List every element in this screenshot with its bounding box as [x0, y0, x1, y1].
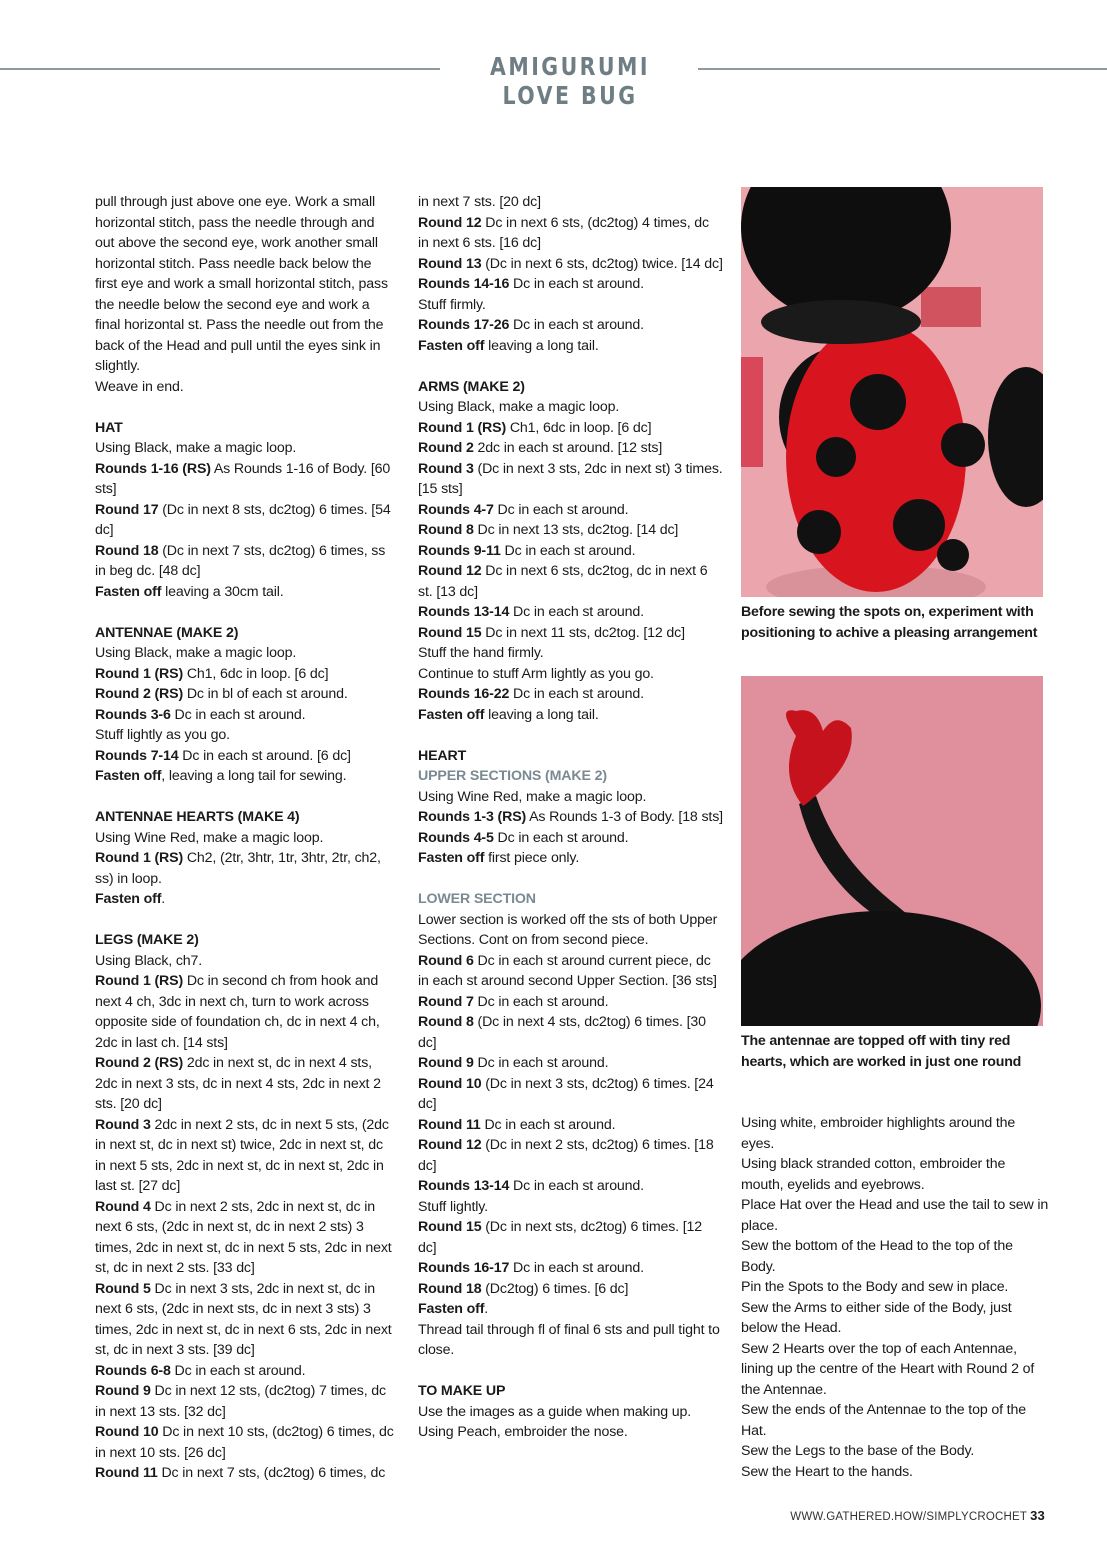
- page-number: 33: [1030, 1508, 1045, 1523]
- instruction-line: [741, 1298, 1051, 1339]
- instruction-text: (Dc2tog) 6 times. [6 dc]: [481, 1280, 629, 1297]
- instruction-text: Dc in each st around.: [493, 829, 629, 846]
- round-label: Round 12: [418, 214, 482, 231]
- photo-caption-1: Before sewing the spots on, experiment with positioning to achive a pleasing arrangement: [741, 604, 1038, 641]
- instruction-text: Dc in each st around.: [509, 276, 644, 292]
- instruction-line: [741, 1462, 1051, 1483]
- round-label: Round 3: [418, 460, 474, 477]
- instruction-text: (Dc in next 7 sts, dc2tog) 6 times, ss in beg dc. [48 dc]: [95, 542, 386, 579]
- section-heading: ARMS (MAKE 2): [418, 378, 525, 395]
- instruction-text: Dc in next 12 sts, (dc2tog) 7 times, dc in next 13 sts. [32 dc]: [95, 1383, 386, 1420]
- instruction-line: [95, 500, 395, 541]
- instruction-text: Use the images as a guide when making up.: [418, 1403, 692, 1420]
- section-heading: ANTENNAE (MAKE 2): [95, 624, 239, 641]
- round-label: Round 10: [95, 1424, 159, 1440]
- instruction-line: [418, 951, 723, 992]
- instruction-line: [95, 705, 395, 726]
- instruction-text: Dc in next 6 sts, (dc2tog) 4 times, dc in next 6 sts. [16 dc]: [418, 214, 709, 251]
- subsection-heading: LOWER SECTION: [418, 891, 536, 907]
- instruction-line: [418, 192, 723, 213]
- round-label: Round 6: [418, 952, 474, 969]
- instruction-line: [418, 664, 723, 685]
- paragraph-gap: [418, 725, 723, 746]
- round-label: Round 11: [95, 1465, 158, 1481]
- instruction-text: Dc in each st around.: [170, 706, 306, 723]
- text-column-1: [95, 192, 395, 1484]
- round-label: Fasten off: [418, 337, 485, 354]
- instruction-text: Sew the Legs to the base of the Body.: [741, 1443, 975, 1459]
- instruction-text: Dc in next 11 sts, dc2tog. [12 dc]: [481, 624, 685, 641]
- round-label: Fasten off: [418, 1301, 485, 1317]
- instruction-text: Dc in bl of each st around.: [183, 686, 348, 702]
- instruction-line: [418, 561, 723, 602]
- instruction-line: [418, 315, 723, 336]
- instruction-line: [418, 1402, 723, 1423]
- instruction-text: Dc in next 3 sts, 2dc in next st, dc in next 6 sts, (2dc in next sts, dc in next 3 sts) 3 times, 2dc in next st, dc in next 6 sts, 2dc in next st, dc in next 3 sts. [39 dc]: [95, 1280, 392, 1358]
- instruction-text: Dc in each st around.: [473, 1055, 609, 1071]
- instruction-line: [418, 1258, 723, 1279]
- round-label: Round 1 (RS): [95, 665, 184, 682]
- instruction-line: [418, 828, 723, 849]
- instruction-text: Stuff the hand firmly.: [418, 645, 544, 661]
- instruction-text: Dc in each st around. [6 dc]: [178, 747, 351, 764]
- instruction-line: [95, 1115, 395, 1197]
- page-footer: [790, 1508, 1045, 1523]
- round-label: Round 9: [95, 1383, 151, 1399]
- round-label: Rounds 4-7: [418, 501, 494, 518]
- instruction-line: [418, 848, 723, 869]
- round-label: Round 13: [418, 255, 482, 272]
- subsection-heading: UPPER SECTIONS (MAKE 2): [418, 768, 607, 784]
- paragraph-gap: [95, 602, 395, 623]
- instruction-line: [95, 541, 395, 582]
- instruction-line: [95, 1422, 395, 1463]
- instruction-text: leaving a 30cm tail.: [161, 583, 284, 600]
- instruction-text: 2dc in each st around. [12 sts]: [473, 440, 663, 456]
- instruction-text: Place Hat over the Head and use the tail to sew in place.: [741, 1197, 1049, 1234]
- instruction-text: Stuff firmly.: [418, 296, 486, 313]
- round-label: Rounds 4-5: [418, 829, 494, 846]
- instruction-line: [418, 1115, 723, 1136]
- instruction-text: Dc in second ch from hook and next 4 ch, 3dc in next ch, turn to work across opposite side of foundation ch, dc in next 4 ch, 2dc in last ch. [14 sts]: [95, 973, 380, 1051]
- instruction-text: leaving a long tail.: [484, 337, 599, 354]
- paragraph-gap: [418, 356, 723, 377]
- instruction-line: [95, 1053, 395, 1115]
- header-rule-right: [698, 68, 1107, 70]
- round-label: Round 15: [418, 1219, 482, 1235]
- round-label: Fasten off: [95, 768, 162, 784]
- instruction-line: [418, 1135, 723, 1176]
- instruction-line: [95, 684, 395, 705]
- round-label: Round 17: [95, 501, 159, 518]
- instruction-text: Dc in each st around.: [509, 686, 644, 702]
- instruction-line: [418, 213, 723, 254]
- page-title: AMIGURUMI LOVE BUG: [490, 52, 650, 110]
- round-label: Rounds 16-17: [418, 1260, 510, 1276]
- round-label: Rounds 1-3 (RS): [418, 809, 527, 825]
- instruction-line: [418, 684, 723, 705]
- instruction-text: Dc in each st around.: [509, 317, 644, 333]
- instruction-line: [741, 1277, 1051, 1298]
- instruction-line: [418, 1176, 723, 1197]
- paragraph-gap: [95, 397, 395, 418]
- instruction-line: [418, 1012, 723, 1053]
- instruction-text: (Dc in next 2 sts, dc2tog) 6 times. [18 dc]: [418, 1137, 714, 1174]
- photo-caption-2: The antennae are topped off with tiny red hearts, which are worked in just one round: [741, 1033, 1022, 1070]
- instruction-line: [95, 1361, 395, 1382]
- instruction-text: .: [484, 1301, 489, 1317]
- instruction-text: Using white, embroider highlights around the eyes.: [741, 1115, 1016, 1152]
- instruction-text: Using Black, make a magic loop.: [418, 399, 620, 415]
- instruction-text: Ch1, 6dc in loop. [6 dc]: [183, 665, 329, 682]
- instruction-line: [418, 1320, 723, 1361]
- instruction-line: [741, 1339, 1051, 1401]
- instruction-text: Dc in each st around.: [509, 1260, 644, 1276]
- instruction-text: Dc in next 13 sts, dc2tog. [14 dc]: [473, 522, 679, 538]
- round-label: Rounds 1-16 (RS): [95, 460, 211, 477]
- instruction-line: [418, 1217, 723, 1258]
- section-heading: HEART: [418, 747, 467, 764]
- round-label: Round 2 (RS): [95, 686, 184, 702]
- instruction-text: in next 7 sts. [20 dc]: [418, 194, 541, 210]
- instruction-line: [95, 725, 395, 746]
- instruction-text: Sew the Heart to the hands.: [741, 1463, 913, 1480]
- instruction-line: [418, 992, 723, 1013]
- instruction-line: [418, 500, 723, 521]
- instruction-text: Sew the bottom of the Head to the top of the Body.: [741, 1238, 1013, 1275]
- round-label: Round 12: [418, 563, 482, 579]
- instruction-line: [418, 274, 723, 295]
- section-heading: TO MAKE UP: [418, 1383, 506, 1399]
- instruction-text: Dc in next 2 sts, 2dc in next st, dc in next 6 sts, (2dc in next st, dc in next 2 sts) 3 times, 2dc in next st, dc in next 5 sts, 2dc in next st, dc in next 2 sts. [33 dc]: [95, 1198, 392, 1276]
- instruction-text: Using Black, make a magic loop.: [95, 645, 297, 661]
- instruction-text: (Dc in next 8 sts, dc2tog) 6 times. [54 dc]: [95, 501, 391, 538]
- instruction-text: first piece only.: [484, 850, 580, 866]
- instruction-line: [95, 951, 395, 972]
- footer-url: WWW.GATHERED.HOW/SIMPLYCROCHET: [790, 1511, 1028, 1523]
- round-label: Fasten off: [418, 850, 485, 866]
- instruction-text: Using Black, make a magic loop.: [95, 440, 297, 456]
- paragraph-gap: [418, 869, 723, 890]
- instruction-line: [418, 807, 723, 828]
- instruction-line: [418, 336, 723, 357]
- instruction-text: 2dc in next st, dc in next 4 sts, 2dc in next 3 sts, dc in next 4 sts, 2dc in next 2 sts. [20 dc]: [95, 1055, 381, 1112]
- instruction-line: [418, 1074, 723, 1115]
- instruction-text: Ch2, (2tr, 3htr, 1tr, 3htr, 2tr, ch2, ss) in loop.: [95, 850, 381, 887]
- instruction-line: [95, 1381, 395, 1422]
- instruction-text: Dc in next 7 sts, (dc2tog) 6 times, dc: [157, 1465, 386, 1481]
- round-label: Round 12: [418, 1137, 482, 1153]
- section-heading: LEGS (MAKE 2): [95, 932, 199, 948]
- instruction-line: [418, 1197, 723, 1218]
- instruction-text: (Dc in next 3 sts, 2dc in next st) 3 times. [15 sts]: [418, 460, 723, 497]
- round-label: Rounds 16-22: [418, 686, 510, 702]
- instruction-text: (Dc in next 4 sts, dc2tog) 6 times. [30 dc]: [418, 1014, 706, 1051]
- instruction-line: [418, 1053, 723, 1074]
- text-column-3: [741, 1113, 1051, 1482]
- instruction-text: Dc in next 10 sts, (dc2tog) 6 times, dc in next 10 sts. [26 dc]: [95, 1424, 394, 1461]
- round-label: Round 1 (RS): [95, 973, 184, 989]
- round-label: Rounds 6-8: [95, 1362, 171, 1379]
- antenna-heart-photo: [741, 676, 1043, 1026]
- instruction-line: [418, 1422, 723, 1443]
- round-label: Round 8: [418, 522, 474, 538]
- instruction-line: [95, 377, 395, 398]
- instruction-line: [95, 746, 395, 767]
- round-label: Rounds 9-11: [418, 542, 501, 559]
- instruction-text: Sew 2 Hearts over the top of each Antennae, lining up the centre of the Heart with Round 2 of the Antennae.: [741, 1340, 1035, 1398]
- instruction-text: Pin the Spots to the Body and sew in place.: [741, 1279, 1009, 1295]
- header-rule-left: [0, 68, 440, 70]
- round-label: Round 4: [95, 1198, 151, 1215]
- instruction-text: leaving a long tail.: [484, 706, 599, 723]
- instruction-line: [418, 602, 723, 623]
- round-label: Round 2: [418, 440, 474, 456]
- instruction-line: [741, 1195, 1051, 1236]
- instruction-line: [95, 643, 395, 664]
- instruction-line: [741, 1236, 1051, 1277]
- instruction-line: [418, 254, 723, 275]
- instruction-line: [418, 295, 723, 316]
- instruction-text: As Rounds 1-16 of Body. [60 sts]: [95, 460, 391, 497]
- instruction-text: .: [161, 891, 166, 907]
- instruction-line: [418, 438, 723, 459]
- instruction-line: [418, 1299, 723, 1320]
- text-column-2: [418, 192, 723, 1443]
- instruction-line: [418, 643, 723, 664]
- instruction-text: Dc in each st around.: [473, 993, 609, 1010]
- instruction-line: [741, 1113, 1051, 1154]
- instruction-line: [95, 1279, 395, 1361]
- round-label: Rounds 17-26: [418, 317, 510, 333]
- round-label: Rounds 3-6: [95, 706, 171, 723]
- instruction-line: [418, 705, 723, 726]
- instruction-text: Dc in each st around.: [509, 1178, 644, 1194]
- instruction-text: Ch1, 6dc in loop. [6 dc]: [506, 419, 652, 436]
- instruction-text: Continue to stuff Arm lightly as you go.: [418, 665, 654, 682]
- instruction-line: [95, 766, 395, 787]
- instruction-text: Dc in next 6 sts, dc2tog, dc in next 6 st. [13 dc]: [418, 563, 708, 600]
- section-heading: HAT: [95, 419, 123, 436]
- round-label: Round 18: [95, 542, 159, 559]
- instruction-line: [95, 971, 395, 1053]
- instruction-text: pull through just above one eye. Work a small horizontal stitch, pass the needle through and out above the second eye, work another small horizontal stitch. Pass needle back below the first eye and work a small horizontal stitch, pass the needle below the second eye and work a final horizontal st. Pass the needle out from the back of the Head and pull until the eyes sink in slightly.: [95, 194, 388, 374]
- instruction-line: [95, 438, 395, 459]
- instruction-text: As Rounds 1-3 of Body. [18 sts]: [526, 809, 723, 825]
- instruction-text: Dc in each st around.: [170, 1362, 306, 1379]
- instruction-text: Using Peach, embroider the nose.: [418, 1424, 628, 1440]
- round-label: Round 9: [418, 1055, 474, 1071]
- instruction-line: [741, 1154, 1051, 1195]
- paragraph-gap: [95, 787, 395, 808]
- ladybug-body-photo: [741, 187, 1043, 597]
- instruction-line: [418, 910, 723, 951]
- instruction-line: [95, 1463, 395, 1484]
- round-label: Fasten off: [95, 583, 162, 600]
- instruction-line: [418, 418, 723, 439]
- round-label: Round 15: [418, 624, 482, 641]
- instruction-line: [418, 541, 723, 562]
- instruction-line: [95, 889, 395, 910]
- instruction-line: [95, 848, 395, 889]
- round-label: Round 7: [418, 993, 474, 1010]
- instruction-line: [418, 459, 723, 500]
- round-label: Rounds 14-16: [418, 276, 510, 292]
- round-label: Round 2 (RS): [95, 1055, 184, 1071]
- instruction-text: Dc in each st around.: [509, 604, 644, 620]
- round-label: Round 11: [418, 1116, 481, 1133]
- round-label: Rounds 13-14: [418, 604, 510, 620]
- round-label: Round 18: [418, 1280, 482, 1297]
- instruction-text: 2dc in next 2 sts, dc in next 5 sts, (2dc in next st, dc in next st) twice, 2dc in next st, dc in next 5 sts, 2dc in next st, dc in next st, 2dc in last st. [27 dc]: [95, 1116, 389, 1194]
- instruction-line: [741, 1441, 1051, 1462]
- round-label: Rounds 7-14: [95, 747, 179, 764]
- round-label: Round 1 (RS): [418, 419, 507, 436]
- instruction-text: Thread tail through fl of final 6 sts and pull tight to close.: [418, 1321, 720, 1358]
- instruction-text: Stuff lightly as you go.: [95, 727, 230, 743]
- paragraph-gap: [95, 910, 395, 931]
- instruction-line: [418, 397, 723, 418]
- instruction-text: Using Wine Red, make a magic loop.: [95, 829, 324, 846]
- instruction-text: Dc in each st around current piece, dc in each st around second Upper Section. [36 sts]: [418, 952, 717, 989]
- instruction-text: Using Wine Red, make a magic loop.: [418, 788, 647, 805]
- round-label: Rounds 13-14: [418, 1178, 510, 1194]
- instruction-line: [418, 1279, 723, 1300]
- instruction-text: Using Black, ch7.: [95, 952, 203, 969]
- instruction-text: Lower section is worked off the sts of both Upper Sections. Cont on from second piece.: [418, 911, 718, 948]
- instruction-line: [418, 623, 723, 644]
- instruction-text: Dc in each st around.: [480, 1116, 616, 1133]
- instruction-line: [95, 459, 395, 500]
- instruction-line: [95, 192, 395, 377]
- instruction-text: , leaving a long tail for sewing.: [161, 768, 347, 784]
- instruction-line: [418, 520, 723, 541]
- instruction-text: Sew the ends of the Antennae to the top of the Hat.: [741, 1402, 1026, 1439]
- round-label: Round 5: [95, 1280, 151, 1297]
- instruction-text: (Dc in next 3 sts, dc2tog) 6 times. [24 dc]: [418, 1075, 714, 1112]
- instruction-line: [95, 664, 395, 685]
- section-heading: ANTENNAE HEARTS (MAKE 4): [95, 809, 300, 825]
- round-label: Fasten off: [95, 891, 162, 907]
- paragraph-gap: [418, 1361, 723, 1382]
- instruction-line: [95, 582, 395, 603]
- round-label: Round 8: [418, 1014, 474, 1030]
- instruction-text: (Dc in next 6 sts, dc2tog) twice. [14 dc]: [481, 255, 723, 272]
- instruction-line: [95, 828, 395, 849]
- instruction-text: Using black stranded cotton, embroider the mouth, eyelids and eyebrows.: [741, 1156, 1006, 1193]
- instruction-text: Stuff lightly.: [418, 1198, 488, 1215]
- instruction-line: [741, 1400, 1051, 1441]
- round-label: Round 10: [418, 1075, 482, 1092]
- instruction-text: Sew the Arms to either side of the Body, just below the Head.: [741, 1299, 1012, 1336]
- instruction-text: Dc in each st around.: [500, 542, 636, 559]
- instruction-text: (Dc in next sts, dc2tog) 6 times. [12 dc]: [418, 1219, 703, 1256]
- round-label: Round 3: [95, 1116, 151, 1133]
- instruction-text: Dc in each st around.: [493, 501, 629, 518]
- instruction-text: Weave in end.: [95, 378, 184, 395]
- round-label: Round 1 (RS): [95, 850, 184, 866]
- instruction-line: [95, 1197, 395, 1279]
- instruction-line: [418, 787, 723, 808]
- round-label: Fasten off: [418, 706, 485, 723]
